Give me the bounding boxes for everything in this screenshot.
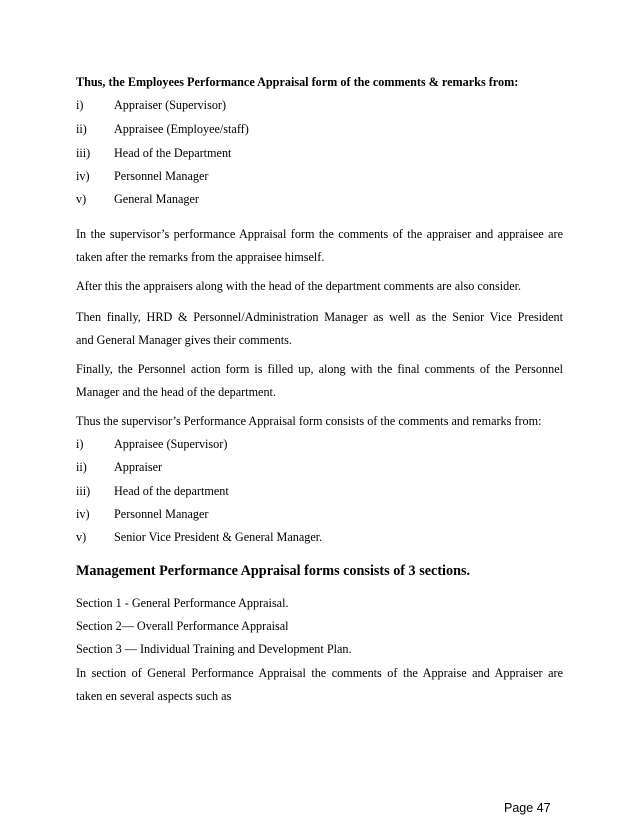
paragraph-5: Thus the supervisor’s Performance Appraisal form consists of the comments and remarks from: xyxy=(76,414,542,428)
list1-item: v) General Manager xyxy=(76,192,199,206)
list2-item: ii) Appraiser xyxy=(76,460,163,474)
page-number: Page 47 xyxy=(504,801,551,815)
list2-item: iii) Head of the department xyxy=(76,484,229,498)
paragraph-1: In the supervisor’s performance Appraisal form the comments of the appraiser and appraisee are taken after the remarks from the appraisee himself. xyxy=(76,227,563,264)
list2-item: i) Appraisee (Supervisor) xyxy=(76,437,228,451)
list1-item: iv) Personnel Manager xyxy=(76,169,209,183)
paragraph-3: Then finally, HRD & Personnel/Administration Manager as well as the Senior Vice President and General Manager gives their comments. xyxy=(76,310,563,347)
list1-item: ii) Appraisee (Employee/staff) xyxy=(76,122,249,136)
list1-item: i) Appraiser (Supervisor) xyxy=(76,98,227,112)
section-line: Section 2— Overall Performance Appraisal xyxy=(76,619,289,633)
list1-item: iii) Head of the Department xyxy=(76,146,232,160)
section-heading: Management Performance Appraisal forms consists of 3 sections. xyxy=(76,563,471,579)
paragraph-4: Finally, the Personnel action form is filled up, along with the final comments of the Personnel Manager and the head of the department. xyxy=(76,362,563,399)
paragraph-2: After this the appraisers along with the head of the department comments are also consider. xyxy=(76,279,522,293)
section-line: Section 1 - General Performance Appraisal. xyxy=(76,596,289,610)
list2-item: iv) Personnel Manager xyxy=(76,507,209,521)
section-line: Section 3 — Individual Training and Development Plan. xyxy=(76,642,352,656)
paragraph-6: In section of General Performance Appraisal the comments of the Appraise and Appraiser are taken en several aspects such as xyxy=(76,666,563,703)
list2-item: v) Senior Vice President & General Manager. xyxy=(76,530,323,544)
intro-heading: Thus, the Employees Performance Appraisal form of the comments & remarks from: xyxy=(76,75,519,89)
